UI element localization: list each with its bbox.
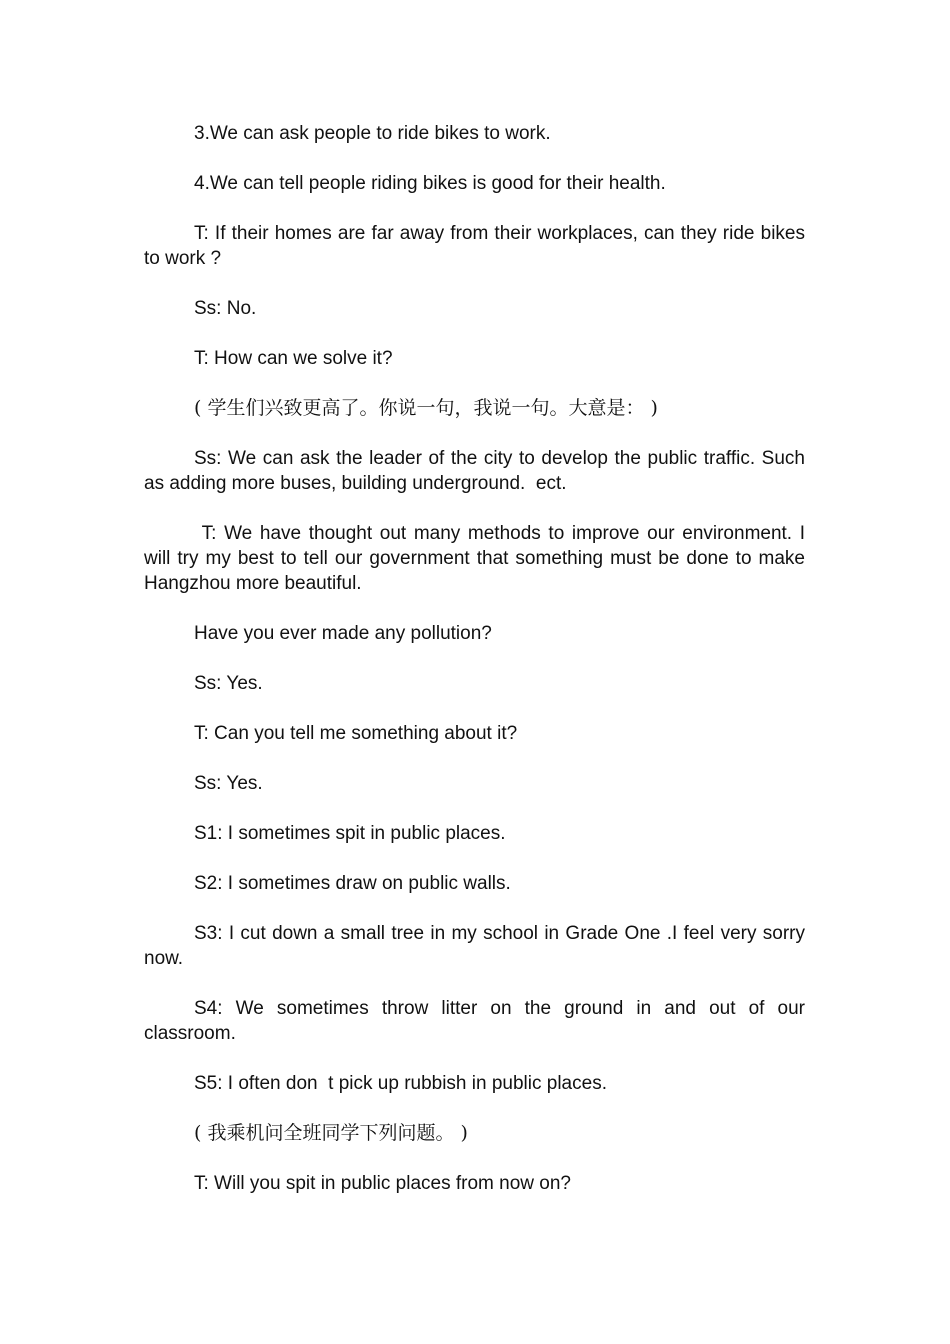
paragraph-students-no: Ss: No. <box>194 298 257 319</box>
paragraph-teacher-tell-me: T: Can you tell me something about it? <box>194 723 518 744</box>
paragraph-teacher-spit-question: T: Will you spit in public places from now on? <box>194 1173 571 1194</box>
paragraph-pollution-question: Have you ever made any pollution? <box>194 623 492 644</box>
paragraph-students-yes-1: Ss: Yes. <box>194 673 263 694</box>
paragraph-students-yes-2: Ss: Yes. <box>194 773 263 794</box>
paragraph-s1: S1: I sometimes spit in public places. <box>194 823 506 844</box>
paragraph-teacher-how-solve: T: How can we solve it? <box>194 348 393 369</box>
paragraph-s5: S5: I often don t pick up rubbish in public places. <box>194 1073 607 1094</box>
paragraph-chinese-note-1: ( 学生们兴致更高了。你说一句，我说一句。大意是： ) <box>194 397 658 419</box>
paragraph-s4: S4: We sometimes throw litter on the ground in and out of our classroom. <box>144 998 811 1044</box>
paragraph-students-public-traffic: Ss: We can ask the leader of the city to develop the public traffic. Such as adding more buses, building underground. ect. <box>144 448 811 494</box>
document-body <box>144 121 811 1221</box>
paragraph-s3: S3: I cut down a small tree in my school in Grade One .I feel very sorry now. <box>144 923 811 969</box>
paragraph-teacher-methods: T: We have thought out many methods to improve our environment. I will try my best to tell our government that something must be done to make Hangzhou more beautiful. <box>144 523 811 594</box>
paragraph-chinese-note-2: ( 我乘机问全班同学下列问题。 ) <box>194 1122 468 1144</box>
paragraph-teacher-question-far-homes: T: If their homes are far away from their workplaces, can they ride bikes to work ? <box>144 223 811 269</box>
paragraph-idea-3: 3.We can ask people to ride bikes to work. <box>194 123 551 144</box>
paragraph-s2: S2: I sometimes draw on public walls. <box>194 873 511 894</box>
paragraph-idea-4: 4.We can tell people riding bikes is good for their health. <box>194 173 666 194</box>
